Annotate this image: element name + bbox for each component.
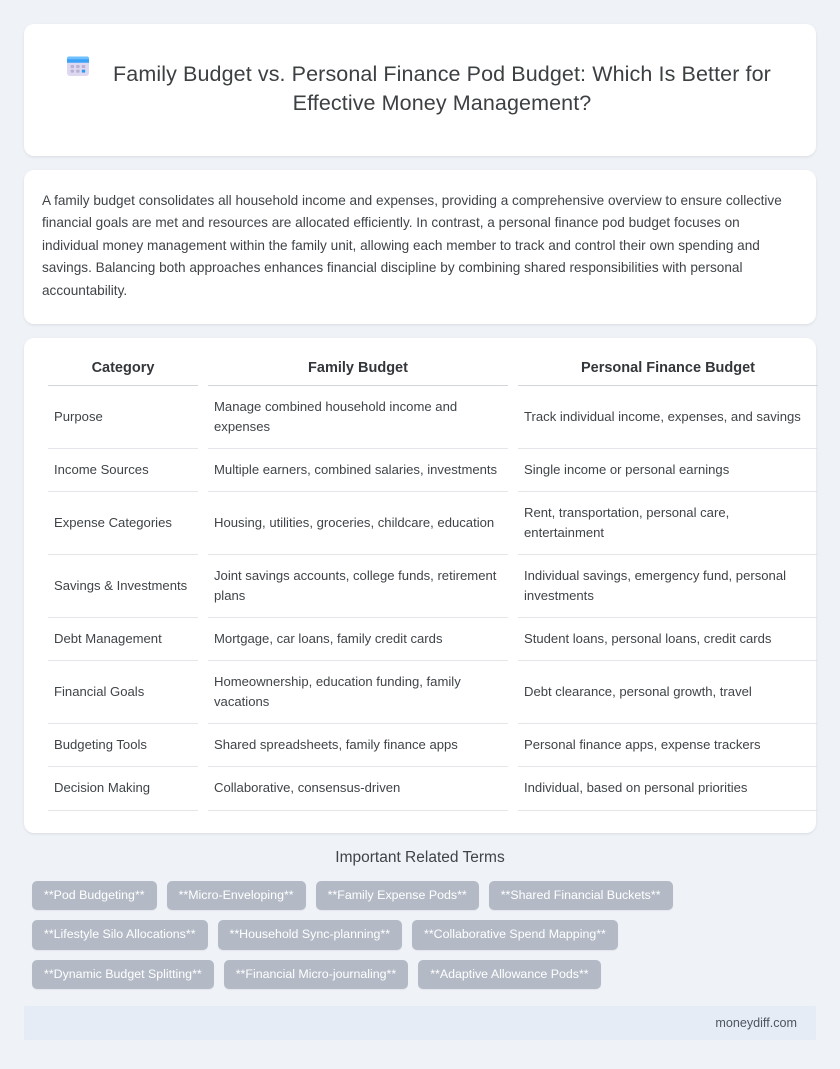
row-family-value: Mortgage, car loans, family credit cards bbox=[208, 618, 508, 661]
row-personal-value: Single income or personal earnings bbox=[518, 449, 818, 492]
table-row bbox=[48, 386, 818, 449]
column-header-personal-finance-budget: Personal Finance Budget bbox=[518, 356, 818, 386]
footer bbox=[24, 989, 816, 1069]
row-category: Savings & Investments bbox=[48, 555, 198, 618]
row-category: Purpose bbox=[48, 386, 198, 449]
row-category: Financial Goals bbox=[48, 661, 198, 724]
table-header-row bbox=[48, 356, 818, 386]
related-term-tag[interactable]: **Collaborative Spend Mapping** bbox=[412, 920, 618, 949]
comparison-table bbox=[38, 356, 828, 811]
row-personal-value: Individual, based on personal priorities bbox=[518, 767, 818, 810]
row-family-value: Shared spreadsheets, family finance apps bbox=[208, 724, 508, 767]
related-term-tag[interactable]: **Financial Micro-journaling** bbox=[224, 960, 408, 989]
column-header-category: Category bbox=[48, 356, 198, 386]
related-term-tag[interactable]: **Lifestyle Silo Allocations** bbox=[32, 920, 208, 949]
column-header-family-budget: Family Budget bbox=[208, 356, 508, 386]
related-term-tag[interactable]: **Household Sync-planning** bbox=[218, 920, 403, 949]
row-personal-value: Debt clearance, personal growth, travel bbox=[518, 661, 818, 724]
row-personal-value: Rent, transportation, personal care, entertainment bbox=[518, 492, 818, 555]
description-card bbox=[24, 170, 816, 325]
related-term-tag[interactable]: **Pod Budgeting** bbox=[32, 881, 157, 910]
related-term-tag[interactable]: **Dynamic Budget Splitting** bbox=[32, 960, 214, 989]
related-term-tag[interactable]: **Family Expense Pods** bbox=[316, 881, 479, 910]
table-row bbox=[48, 767, 818, 810]
row-category: Budgeting Tools bbox=[48, 724, 198, 767]
title-card bbox=[24, 24, 816, 156]
related-term-tag[interactable]: **Shared Financial Buckets** bbox=[489, 881, 673, 910]
table-row bbox=[48, 618, 818, 661]
description-text: A family budget consolidates all household income and expenses, providing a comprehensive overview to ensure collective financial goals are met and resources are allocated efficiently. In contrast, a personal finance pod budget focuses on individual money management within the family unit, allowing each member to track and control their own spending and savings. Balancing both approaches enhances financial discipline by combining shared responsibilities with personal accountability. bbox=[42, 192, 782, 298]
related-term-tag[interactable]: **Micro-Enveloping** bbox=[167, 881, 306, 910]
row-family-value: Manage combined household income and expenses bbox=[208, 386, 508, 449]
table-row bbox=[48, 449, 818, 492]
row-personal-value: Personal finance apps, expense trackers bbox=[518, 724, 818, 767]
row-family-value: Housing, utilities, groceries, childcare, education bbox=[208, 492, 508, 555]
row-category: Decision Making bbox=[48, 767, 198, 810]
page-title: Family Budget vs. Personal Finance Pod Budget: Which Is Better for Effective Money Management? bbox=[113, 62, 771, 115]
related-term-tag[interactable]: **Adaptive Allowance Pods** bbox=[418, 960, 600, 989]
table-row bbox=[48, 492, 818, 555]
row-category: Expense Categories bbox=[48, 492, 198, 555]
table-body bbox=[48, 386, 818, 811]
footer-band bbox=[24, 1006, 816, 1040]
row-family-value: Collaborative, consensus-driven bbox=[208, 767, 508, 810]
row-family-value: Multiple earners, combined salaries, investments bbox=[208, 449, 508, 492]
comparison-table-card bbox=[24, 338, 816, 833]
row-personal-value: Individual savings, emergency fund, personal investments bbox=[518, 555, 818, 618]
row-category: Income Sources bbox=[48, 449, 198, 492]
related-terms-title: Important Related Terms bbox=[335, 848, 505, 866]
table-head bbox=[48, 356, 818, 386]
footer-site-name: moneydiff.com bbox=[715, 1016, 797, 1031]
row-family-value: Homeownership, education funding, family vacations bbox=[208, 661, 508, 724]
calendar-icon bbox=[64, 52, 92, 80]
table-row bbox=[48, 661, 818, 724]
table-row bbox=[48, 724, 818, 767]
related-terms-section bbox=[24, 849, 816, 989]
row-personal-value: Student loans, personal loans, credit cards bbox=[518, 618, 818, 661]
row-category: Debt Management bbox=[48, 618, 198, 661]
row-family-value: Joint savings accounts, college funds, retirement plans bbox=[208, 555, 508, 618]
related-terms-tag-list bbox=[32, 881, 808, 989]
row-personal-value: Track individual income, expenses, and savings bbox=[518, 386, 818, 449]
table-row bbox=[48, 555, 818, 618]
